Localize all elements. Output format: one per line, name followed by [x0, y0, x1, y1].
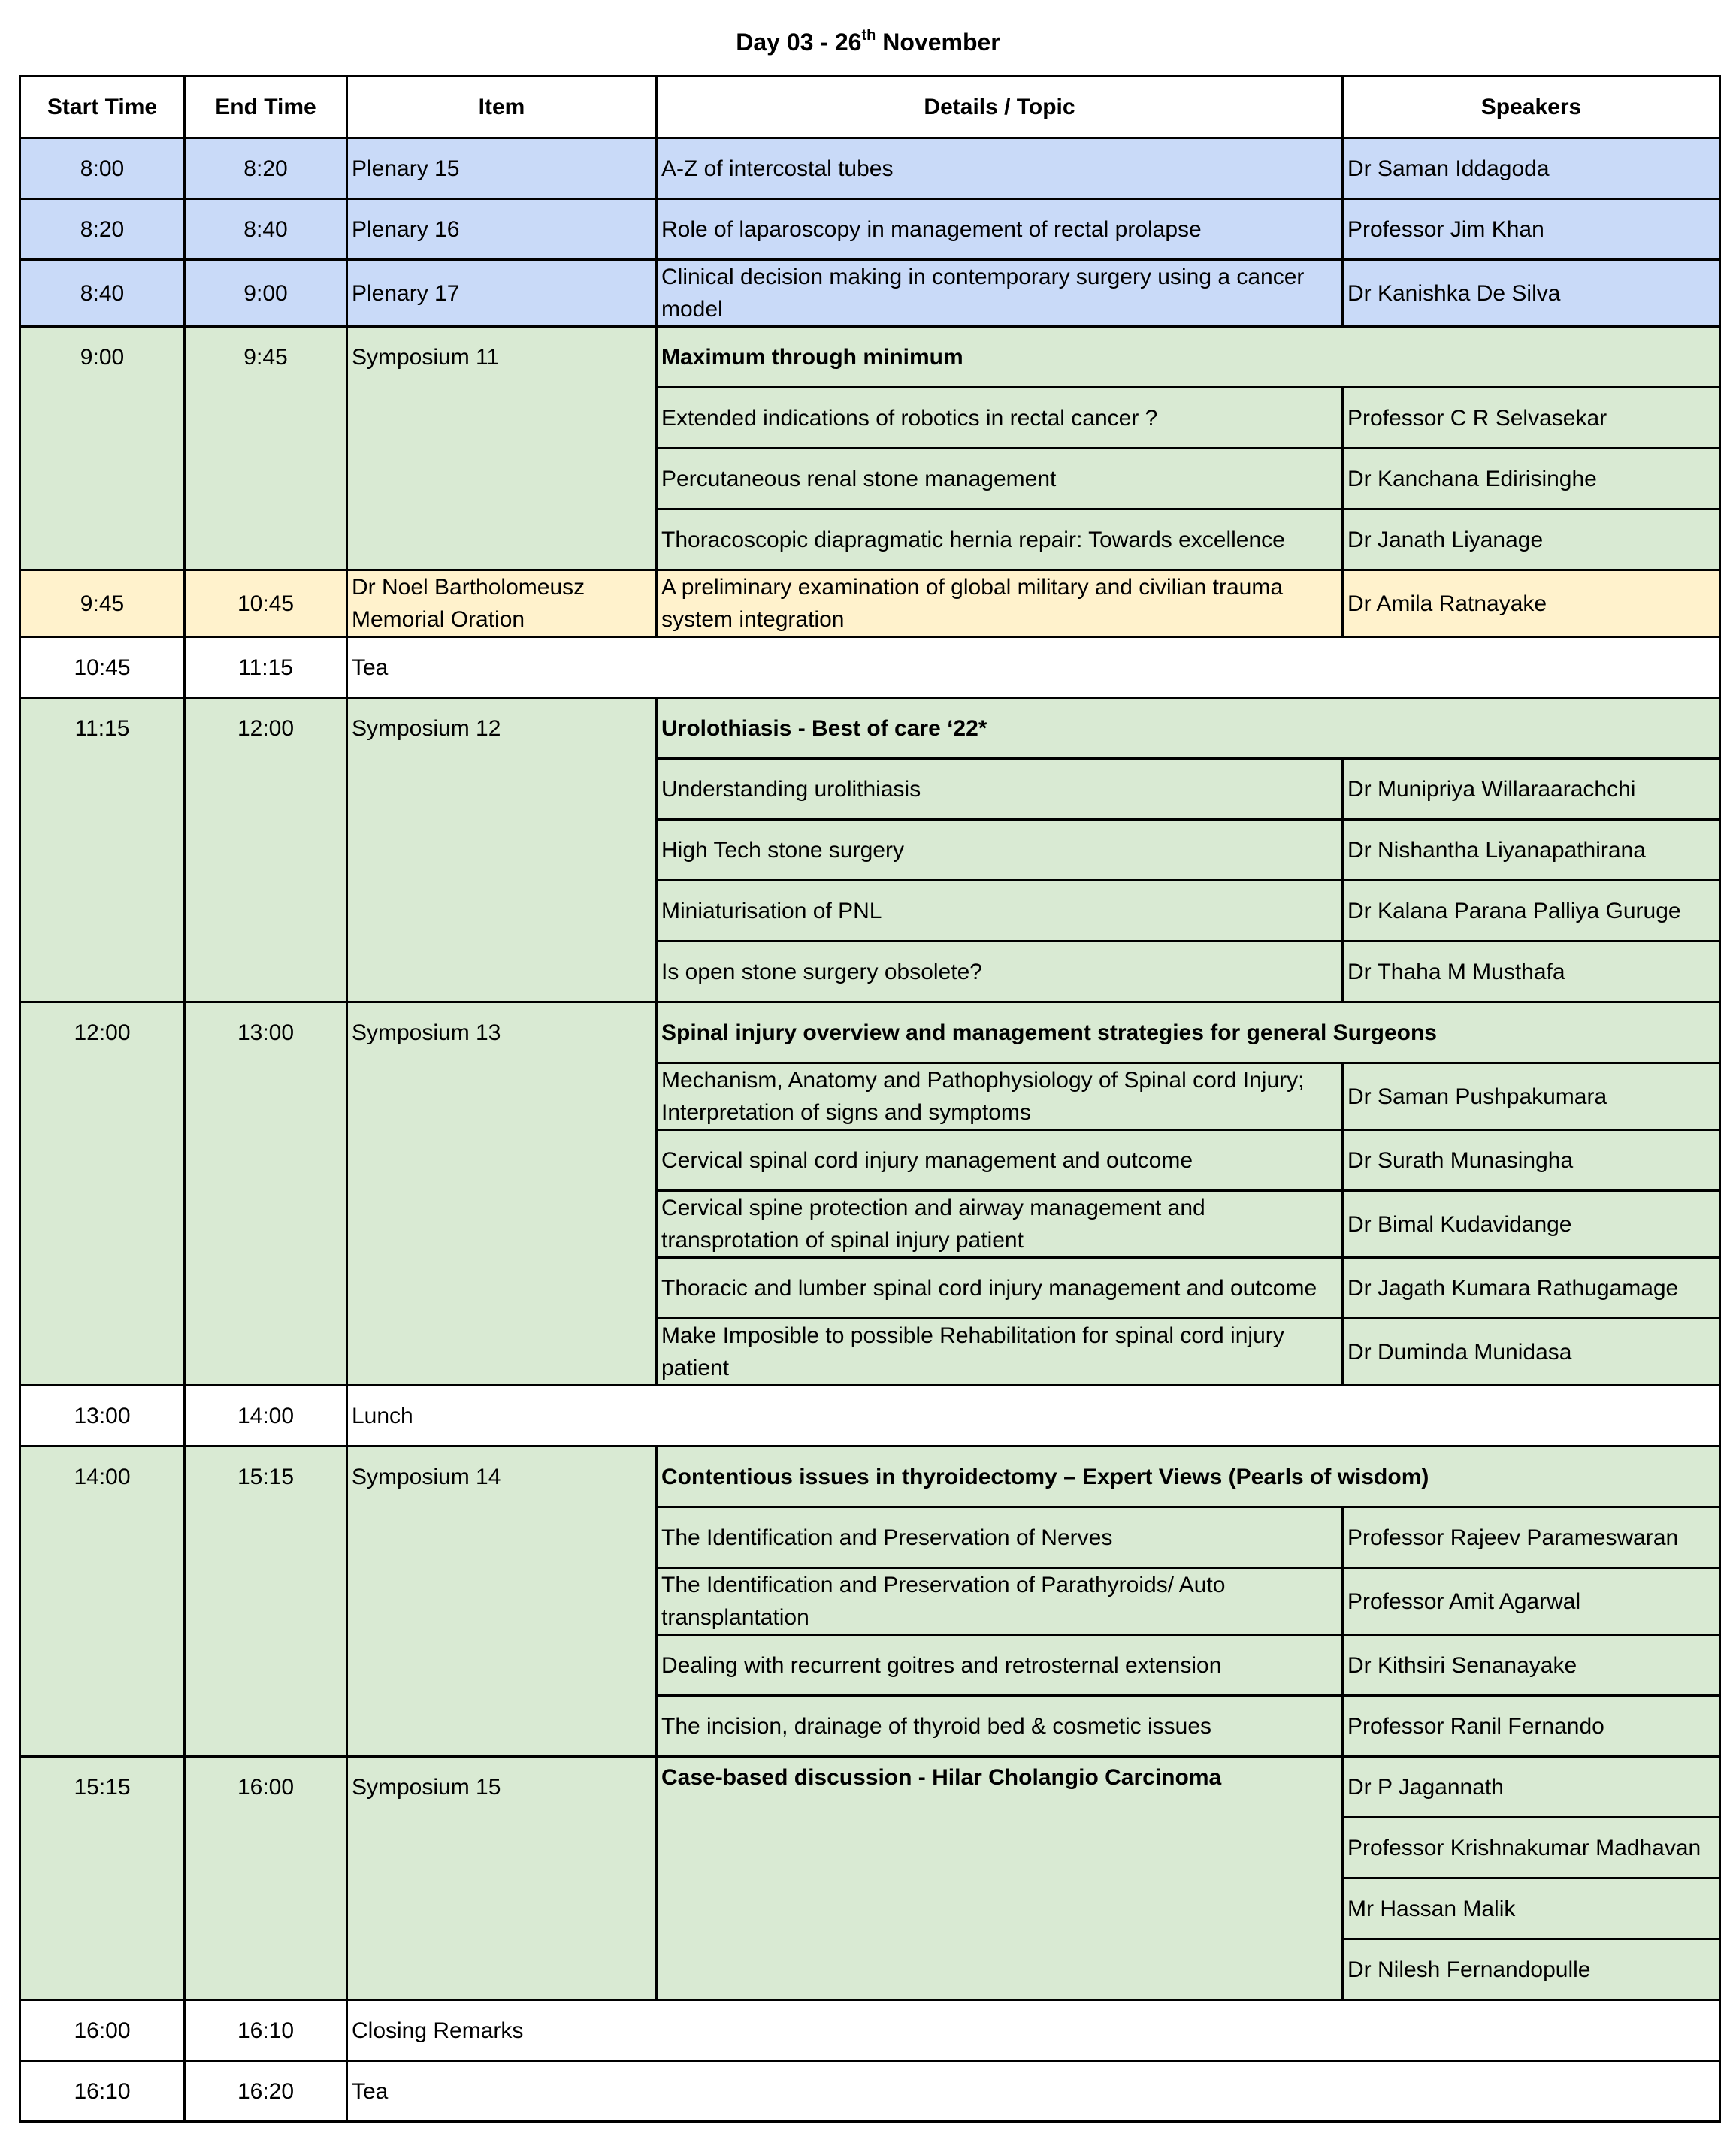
item: Plenary 15: [347, 138, 657, 199]
speaker: Professor Amit Agarwal: [1343, 1568, 1720, 1635]
speaker: Dr Kithsiri Senanayake: [1343, 1635, 1720, 1696]
end-time: 16:00: [185, 1757, 347, 2000]
item: Dr Noel Bartholomeusz Memorial Oration: [347, 570, 657, 637]
topic: Percutaneous renal stone management: [657, 449, 1343, 509]
topic: Extended indications of robotics in rectal cancer ?: [657, 388, 1343, 449]
table-row: [20, 1002, 1720, 1063]
item: Symposium 13: [347, 1002, 657, 1386]
start-time: 16:00: [20, 2000, 185, 2061]
topic: Thoracic and lumber spinal cord injury management and outcome: [657, 1258, 1343, 1319]
item: Plenary 17: [347, 260, 657, 327]
topic: High Tech stone surgery: [657, 820, 1343, 881]
start-time: 8:40: [20, 260, 185, 327]
item: Plenary 16: [347, 199, 657, 260]
end-time: 12:00: [185, 698, 347, 1002]
start-time: 8:20: [20, 199, 185, 260]
topic: Dealing with recurrent goitres and retrosternal extension: [657, 1635, 1343, 1696]
end-time: 16:20: [185, 2061, 347, 2122]
start-time: 14:00: [20, 1446, 185, 1757]
speaker: Dr Surath Munasingha: [1343, 1130, 1720, 1191]
table-row: [20, 698, 1720, 759]
speaker: Dr Bimal Kudavidange: [1343, 1191, 1720, 1258]
item: Symposium 12: [347, 698, 657, 1002]
table-row: [20, 1446, 1720, 1507]
start-time: 13:00: [20, 1386, 185, 1446]
table-row: [20, 327, 1720, 388]
speaker: Professor Rajeev Parameswaran: [1343, 1507, 1720, 1568]
speaker: Dr Kanchana Edirisinghe: [1343, 449, 1720, 509]
speaker: Dr Nishantha Liyanapathirana: [1343, 820, 1720, 881]
schedule-table: [19, 75, 1721, 2123]
topic: A-Z of intercostal tubes: [657, 138, 1343, 199]
topic: Mechanism, Anatomy and Pathophysiology of Spinal cord Injury; Interpretation of signs and symptoms: [657, 1063, 1343, 1130]
header-details: Details / Topic: [657, 77, 1343, 138]
speaker: Dr P Jagannath: [1343, 1757, 1720, 1818]
end-time: 14:00: [185, 1386, 347, 1446]
table-row: [20, 637, 1720, 698]
topic: Understanding urolithiasis: [657, 759, 1343, 820]
speaker: Dr Jagath Kumara Rathugamage: [1343, 1258, 1720, 1319]
end-time: 16:10: [185, 2000, 347, 2061]
end-time: 11:15: [185, 637, 347, 698]
topic: Cervical spinal cord injury management and outcome: [657, 1130, 1343, 1191]
table-row: [20, 199, 1720, 260]
topic: Miniaturisation of PNL: [657, 881, 1343, 942]
symposium-heading: Maximum through minimum: [657, 327, 1720, 388]
speaker: Dr Janath Liyanage: [1343, 509, 1720, 570]
header-end-time: End Time: [185, 77, 347, 138]
topic: A preliminary examination of global military and civilian trauma system integration: [657, 570, 1343, 637]
end-time: 8:40: [185, 199, 347, 260]
item: Lunch: [347, 1386, 1720, 1446]
end-time: 9:45: [185, 327, 347, 570]
item: Symposium 11: [347, 327, 657, 570]
start-time: 11:15: [20, 698, 185, 1002]
item: Tea: [347, 2061, 1720, 2122]
end-time: 13:00: [185, 1002, 347, 1386]
speaker: Professor C R Selvasekar: [1343, 388, 1720, 449]
table-row: [20, 260, 1720, 327]
item: Closing Remarks: [347, 2000, 1720, 2061]
header-item: Item: [347, 77, 657, 138]
table-row: [20, 570, 1720, 637]
symposium-heading: Case-based discussion - Hilar Cholangio Carcinoma: [657, 1757, 1343, 2000]
speaker: Dr Munipriya Willaraarachchi: [1343, 759, 1720, 820]
topic: Role of laparoscopy in management of rectal prolapse: [657, 199, 1343, 260]
item: Symposium 14: [347, 1446, 657, 1757]
speaker: Professor Jim Khan: [1343, 199, 1720, 260]
topic: Cervical spine protection and airway management and transprotation of spinal injury patient: [657, 1191, 1343, 1258]
start-time: 10:45: [20, 637, 185, 698]
speaker: Dr Amila Ratnayake: [1343, 570, 1720, 637]
header-start-time: Start Time: [20, 77, 185, 138]
speaker: Professor Krishnakumar Madhavan: [1343, 1818, 1720, 1879]
topic: The Identification and Preservation of Parathyroids/ Auto transplantation: [657, 1568, 1343, 1635]
end-time: 8:20: [185, 138, 347, 199]
start-time: 15:15: [20, 1757, 185, 2000]
start-time: 12:00: [20, 1002, 185, 1386]
speaker: Dr Saman Iddagoda: [1343, 138, 1720, 199]
speaker: Dr Saman Pushpakumara: [1343, 1063, 1720, 1130]
symposium-heading: Urolothiasis - Best of care ‘22*: [657, 698, 1720, 759]
table-row: [20, 138, 1720, 199]
start-time: 9:45: [20, 570, 185, 637]
speaker: Dr Nilesh Fernandopulle: [1343, 1939, 1720, 2000]
header-row: [20, 77, 1720, 138]
topic: Clinical decision making in contemporary surgery using a cancer model: [657, 260, 1343, 327]
topic: The incision, drainage of thyroid bed & cosmetic issues: [657, 1696, 1343, 1757]
speaker: Mr Hassan Malik: [1343, 1879, 1720, 1939]
topic: Make Imposible to possible Rehabilitation for spinal cord injury patient: [657, 1319, 1343, 1386]
symposium-heading: Spinal injury overview and management strategies for general Surgeons: [657, 1002, 1720, 1063]
symposium-heading: Contentious issues in thyroidectomy – Expert Views (Pearls of wisdom): [657, 1446, 1720, 1507]
table-row: [20, 1386, 1720, 1446]
end-time: 10:45: [185, 570, 347, 637]
topic: Is open stone surgery obsolete?: [657, 942, 1343, 1002]
table-row: [20, 2000, 1720, 2061]
table-row: [20, 2061, 1720, 2122]
speaker: Professor Ranil Fernando: [1343, 1696, 1720, 1757]
page-title: Day 03 - 26th November: [736, 27, 1000, 56]
speaker: Dr Kalana Parana Palliya Guruge: [1343, 881, 1720, 942]
end-time: 9:00: [185, 260, 347, 327]
speaker: Dr Kanishka De Silva: [1343, 260, 1720, 327]
topic: The Identification and Preservation of Nerves: [657, 1507, 1343, 1568]
start-time: 16:10: [20, 2061, 185, 2122]
table-row: [20, 1757, 1720, 1818]
speaker: Dr Duminda Munidasa: [1343, 1319, 1720, 1386]
item: Symposium 15: [347, 1757, 657, 2000]
item: Tea: [347, 637, 1720, 698]
start-time: 9:00: [20, 327, 185, 570]
start-time: 8:00: [20, 138, 185, 199]
speaker: Dr Thaha M Musthafa: [1343, 942, 1720, 1002]
header-speakers: Speakers: [1343, 77, 1720, 138]
topic: Thoracoscopic diapragmatic hernia repair: Towards excellence: [657, 509, 1343, 570]
end-time: 15:15: [185, 1446, 347, 1757]
